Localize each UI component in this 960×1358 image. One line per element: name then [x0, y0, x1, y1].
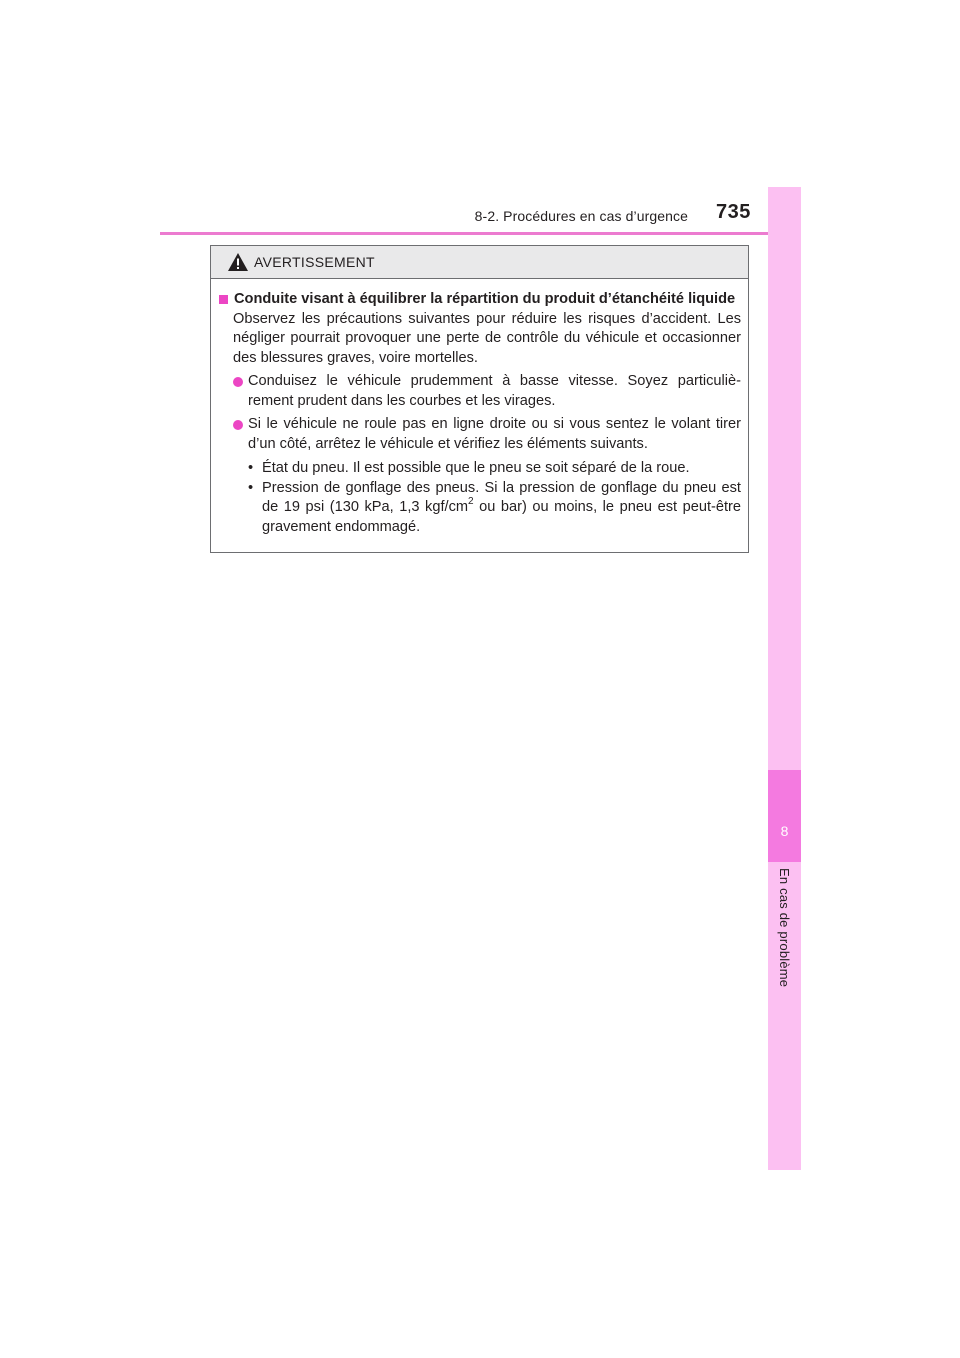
superscript: 2 [468, 496, 474, 507]
topic-title: Conduite visant à équilibrer la répartition du produit d’étanchéité liquide [234, 291, 736, 307]
pressure-text-end: ou bar) ou moins, le pneu est peut-être gravement endommagé. [262, 499, 742, 535]
list-item [233, 415, 741, 454]
chapter-tab-marker [768, 770, 801, 862]
circle-bullet-icon [233, 377, 243, 387]
list-item-text: Conduisez le véhicule prudemment à basse vitesse. Soyez particuliè-rement prudent dans les courbes et les virages. [248, 373, 741, 409]
warning-body [211, 279, 748, 537]
warning-triangle-icon [227, 252, 249, 272]
warning-title: AVERTISSEMENT [254, 254, 375, 270]
dot-bullet: • [248, 479, 254, 496]
list-item-text: Si le véhicule ne roule pas en ligne droite ou si vous sentez le volant tirer d’un côté, arrêtez le véhicule et vérifiez les éléments suivants. [248, 416, 741, 452]
section-title: 8-2. Procédures en cas d’urgence [474, 208, 688, 224]
warning-header [211, 246, 748, 279]
header-rule [160, 232, 800, 235]
chapter-title: En cas de problème [777, 868, 792, 988]
sub-list-item-text [262, 479, 741, 538]
page-number: 735 [716, 201, 751, 223]
dot-bullet: • [248, 460, 254, 476]
warning-box [210, 245, 749, 553]
square-bullet-icon [219, 295, 228, 304]
circle-bullet-icon [233, 420, 243, 430]
sub-list [248, 459, 741, 537]
sub-list-item-text: État du pneu. Il est possible que le pneu se soit séparé de la roue. [262, 460, 690, 476]
warning-intro: Observez les précautions suivantes pour réduire les risques d’accident. Les négliger pourrait provoquer une perte de contrôle du véhicule et occasionner des blessures graves, voire mortelles. [233, 310, 741, 366]
chapter-side-tab [768, 187, 801, 1170]
sub-list-item [248, 479, 741, 538]
list-item [233, 372, 741, 411]
topic-heading [218, 290, 741, 310]
chapter-number: 8 [780, 823, 789, 839]
sub-list-item [248, 459, 741, 479]
pressure-text-start: Pression de gonflage des pneus. Si la pression de gonflage du pneu est de 19 psi (130 kPa, 1,3 kgf/cm [262, 479, 741, 515]
